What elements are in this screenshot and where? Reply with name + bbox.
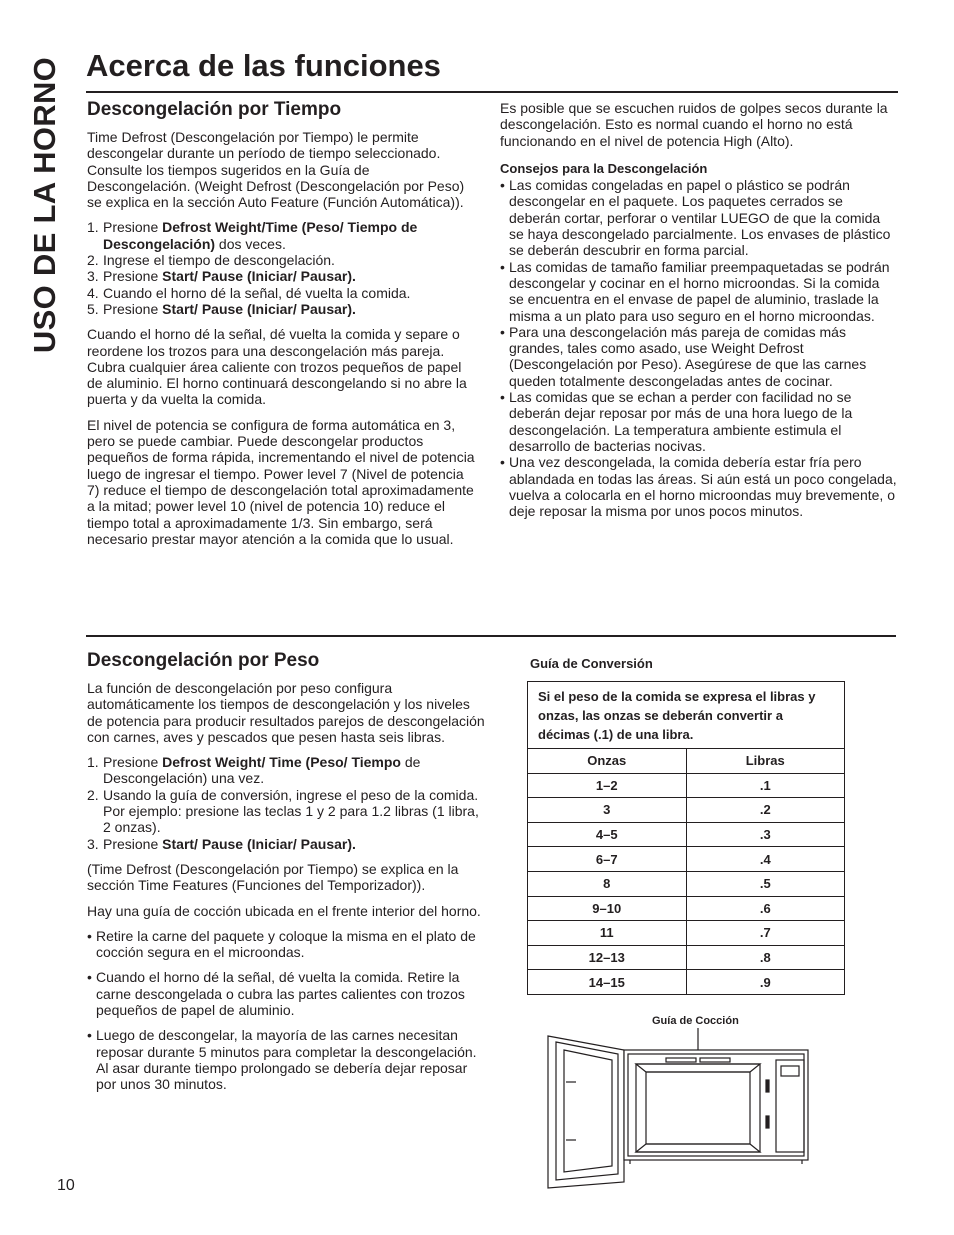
step-text-pre: Usando la guía de conversión, ingrese el peso de la comida. Por ejemplo: presione las teclas 1 y 2 para 1.2 libras (1 libra, 2 onzas). xyxy=(103,786,479,836)
step-number: 2. xyxy=(87,786,99,803)
cell-libras: .5 xyxy=(686,871,845,896)
table-row xyxy=(528,798,845,823)
time-defrost-heading: Descongelación por Tiempo xyxy=(87,99,342,120)
step-text-pre: Presione xyxy=(103,754,163,771)
time_defrost-step xyxy=(87,285,475,301)
tips-list xyxy=(500,177,898,519)
top-divider xyxy=(86,91,898,93)
table-row xyxy=(528,921,845,946)
weight-defrost-bullet xyxy=(87,1027,487,1092)
cell-onzas: 3 xyxy=(528,798,687,823)
step-number: 3. xyxy=(87,268,99,285)
bullet-text: Las comidas congeladas en papel o plástico se podrán descongelar en el paquete. Los paquetes cerrados se deberán cortar, perforar o ventilar LUEGO de que la comida se haya descongelado parcialmente. Los envases de plástico se deberán descubrir en forma parcial. xyxy=(509,177,891,259)
weight-defrost-bullets xyxy=(87,928,487,1093)
step-text-bold: Start/ Pause (Iniciar/ Pausar). xyxy=(162,300,356,317)
weight-defrost-bullet xyxy=(87,969,487,1018)
time-defrost-para2: Cuando el horno dé la señal, dé vuelta la comida y separe o reordene los trozos para una descongelación más pareja. Cubra cualquier área caliente con trozos pequeños de papel de aluminio. El horno continuará descongelando si no abre la puerta y da vuelta la comida. xyxy=(87,326,467,408)
time-defrost-body xyxy=(87,129,475,556)
weight_defrost-step xyxy=(87,787,487,836)
step-number: 2. xyxy=(87,252,99,269)
tip-item xyxy=(500,389,898,454)
weight-defrost-bullet xyxy=(87,928,487,961)
cell-libras: .8 xyxy=(686,945,845,970)
weight-defrost-para2: (Time Defrost (Descongelación por Tiempo) se explica en la sección Time Features (Funciones del Temporizador)). xyxy=(87,860,459,894)
conversion-table xyxy=(527,681,845,995)
bullet-marker: • xyxy=(500,323,505,340)
bullet-marker: • xyxy=(87,969,92,986)
cell-onzas: 6–7 xyxy=(528,847,687,872)
step-text-pre: Presione xyxy=(103,219,163,236)
conversion-rows xyxy=(528,773,845,994)
cell-onzas: 8 xyxy=(528,871,687,896)
weight-defrost-heading: Descongelación por Peso xyxy=(87,650,320,671)
cooking-guide-label: Guía de Cocción xyxy=(652,1015,739,1027)
bullet-marker: • xyxy=(500,454,505,471)
step-number: 3. xyxy=(87,835,99,852)
cell-onzas: 4–5 xyxy=(528,822,687,847)
tip-item xyxy=(500,177,898,258)
right-column xyxy=(500,100,898,519)
side-section-title: USO DE LA HORNO xyxy=(27,56,62,354)
step-number: 1. xyxy=(87,754,99,771)
conversion-guide-title: Guía de Conversión xyxy=(530,656,653,671)
time_defrost-step xyxy=(87,252,475,268)
weight_defrost-step xyxy=(87,836,487,852)
microwave-illustration xyxy=(540,1028,816,1190)
cell-libras: .3 xyxy=(686,822,845,847)
page-number: 10 xyxy=(57,1177,75,1194)
weight-defrost-body xyxy=(87,680,487,1102)
step-text-bold: Start/ Pause (Iniciar/ Pausar). xyxy=(162,835,356,852)
column-header-onzas: Onzas xyxy=(528,749,687,774)
bullet-text: Cuando el horno dé la señal, dé vuelta la comida. Retire la carne descongelada o cubra las partes calientes con trozos pequeños de papel de aluminio. xyxy=(96,969,465,1019)
time_defrost-step xyxy=(87,268,475,284)
bullet-marker: • xyxy=(500,258,505,275)
step-text-pre: Presione xyxy=(103,300,163,317)
cell-onzas: 1–2 xyxy=(528,773,687,798)
cell-libras: .1 xyxy=(686,773,845,798)
table-row xyxy=(528,896,845,921)
cell-libras: .6 xyxy=(686,896,845,921)
cell-libras: .2 xyxy=(686,798,845,823)
column-header-libras: Libras xyxy=(686,749,845,774)
weight-defrost-steps xyxy=(87,754,487,852)
cell-libras: .9 xyxy=(686,970,845,995)
step-text-post: dos veces. xyxy=(215,235,286,252)
cell-libras: .4 xyxy=(686,847,845,872)
table-row xyxy=(528,822,845,847)
cell-onzas: 11 xyxy=(528,921,687,946)
conversion-note: Si el peso de la comida se expresa el libras y onzas, las onzas se deberán convertir a décimas (.1) de una libra. xyxy=(528,682,845,749)
time_defrost-step xyxy=(87,301,475,317)
table-row xyxy=(528,773,845,798)
step-number: 4. xyxy=(87,284,99,301)
table-row xyxy=(528,970,845,995)
cell-onzas: 12–13 xyxy=(528,945,687,970)
time-defrost-intro: Time Defrost (Descongelación por Tiempo) le permite descongelar durante un período de tiempo seleccionado. Consulte los tiempos sugeridos en la Guía de Descongelación. (Weight Defrost (Descongelación por Peso) se explica en la sección Auto Feature (Función Automática)). xyxy=(87,129,465,211)
bullet-text: Una vez descongelada, la comida debería estar fría pero ablandada en todas las áreas. Si aún está un poco congelada, vuelva a colocarla en el horno microondas muy brevemente, o deje reposar la misma por unos pocos minutos. xyxy=(509,454,897,520)
bullet-text: Las comidas que se echan a perder con facilidad no se deberán dejar reposar por más de una hora luego de la descongelación. La temperatura ambiente estimula el desarrollo de bacterias nocivas. xyxy=(509,389,853,454)
tips-heading: Consejos para la Descongelación xyxy=(500,160,708,176)
tip-item xyxy=(500,259,898,324)
cell-onzas: 14–15 xyxy=(528,970,687,995)
page-title: Acerca de las funciones xyxy=(86,48,441,83)
cell-onzas: 9–10 xyxy=(528,896,687,921)
step-number: 1. xyxy=(87,219,99,236)
tip-item xyxy=(500,324,898,389)
weight_defrost-step xyxy=(87,754,487,787)
step-text-pre: Cuando el horno dé la señal, dé vuelta la comida. xyxy=(103,284,411,301)
bullet-marker: • xyxy=(87,1027,92,1044)
step-text-pre: Presione xyxy=(103,835,163,852)
bullet-text: Luego de descongelar, la mayoría de las carnes necesitan reposar durante 5 minutos para completar la descongelación. Al asar durante tiempo prolongado se debería dejar reposar por unos 30 minutos. xyxy=(96,1027,477,1093)
time_defrost-step xyxy=(87,219,475,252)
bullet-text: Retire la carne del paquete y coloque la misma en el plato de cocción segura en el microondas. xyxy=(96,927,476,961)
table-row xyxy=(528,871,845,896)
noise-note: Es posible que se escuchen ruidos de golpes secos durante la descongelación. Esto es normal cuando el horno no está funcionando en el nivel de potencia High (Alto). xyxy=(500,100,888,149)
tip-item xyxy=(500,454,898,519)
bullet-marker: • xyxy=(500,389,505,406)
weight-defrost-intro: La función de descongelación por peso configura automáticamente los tiempos de descongelación y los niveles de potencia para producir resultados parejos de descongelación con carnes, aves y pescados que pesen hasta seis libras. xyxy=(87,680,485,745)
step-text-bold: Defrost Weight/Time (Peso/ Tiempo de Descongelación) xyxy=(103,219,418,252)
bullet-marker: • xyxy=(87,927,92,944)
bullet-text: Para una descongelación más pareja de comidas más grandes, tales como asado, use Weight Defrost (Descongelación por Peso). Asegúrese de que las carnes queden totalmente descongeladas antes de cocinar. xyxy=(509,323,867,389)
step-text-bold: Start/ Pause (Iniciar/ Pausar). xyxy=(162,268,356,285)
table-row xyxy=(528,847,845,872)
bullet-text: Las comidas de tamaño familiar preempaquetadas se podrán descongelar y cocinar en el horno microondas. Si la comida se encuentra en el envase de papel de aluminio, traslade la misma a un plato para uso seguro en el horno microondas. xyxy=(509,258,890,324)
step-text-pre: Presione xyxy=(103,268,163,285)
middle-divider xyxy=(86,635,896,637)
bullet-marker: • xyxy=(500,177,505,194)
step-text-pre: Ingrese el tiempo de descongelación. xyxy=(103,252,335,269)
step-number: 5. xyxy=(87,300,99,317)
time-defrost-para3: El nivel de potencia se configura de forma automática en 3, pero se puede cambiar. Puede descongelar productos pequeños de forma rápida, incrementando el nivel de potencia luego de ingresar el tiempo. Power level 7 (Nivel de potencia 7) reduce el tiempo de descongelación total aproximadamente a la mitad; power level 10 (nivel de potencia 10) reduce el tiempo total a aproximadamente 1/3. Sin embargo, será necesario prestar mayor atención a la comida que lo usual. xyxy=(87,416,475,547)
step-text-bold: Defrost Weight/ Time (Peso/ Tiempo xyxy=(162,754,401,771)
time-defrost-steps xyxy=(87,219,475,317)
table-row xyxy=(528,945,845,970)
step-text-post: de Descongelación) una vez. xyxy=(103,754,421,787)
weight-defrost-para3: Hay una guía de cocción ubicada en el frente interior del horno. xyxy=(87,902,481,919)
cell-libras: .7 xyxy=(686,921,845,946)
